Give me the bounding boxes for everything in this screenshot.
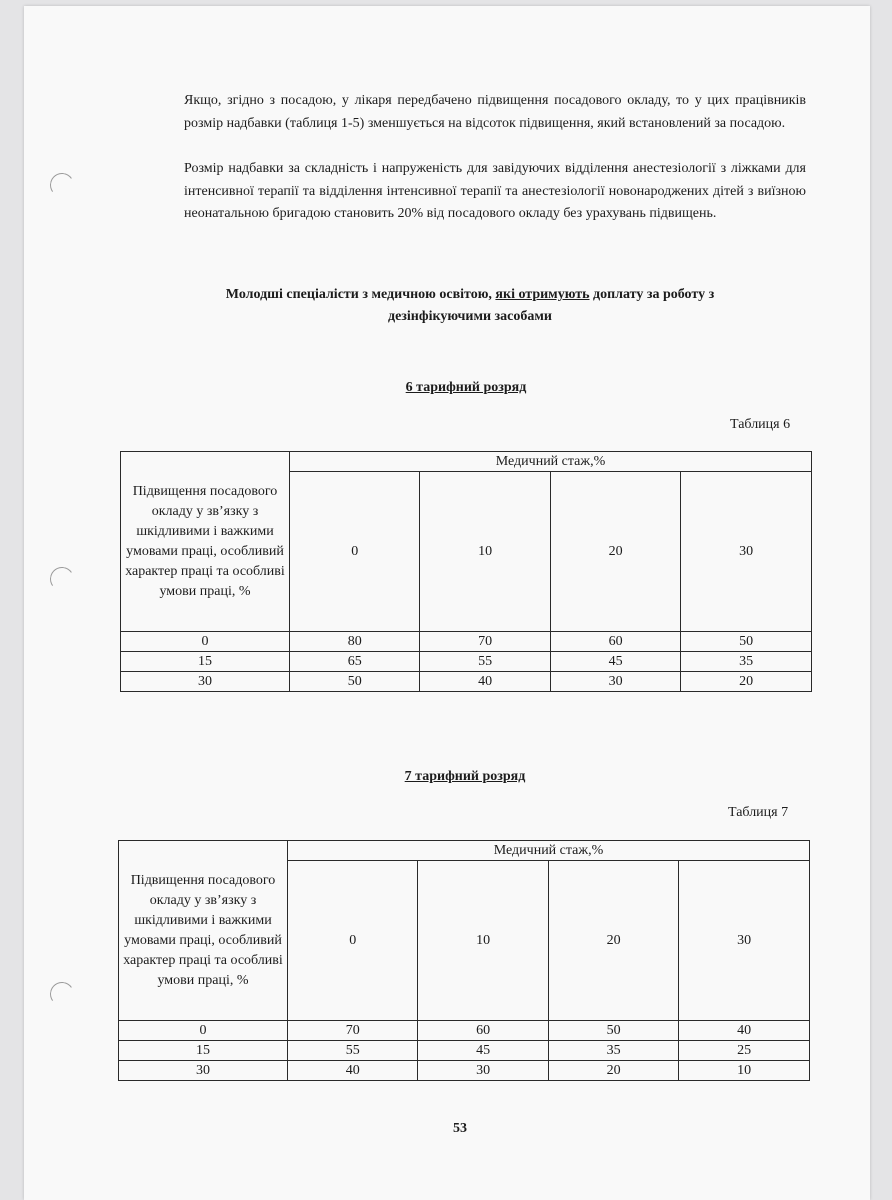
table-cell: 40 xyxy=(288,1061,418,1081)
row-label: 15 xyxy=(119,1041,288,1061)
row-label: 30 xyxy=(119,1061,288,1081)
table-cell: 55 xyxy=(288,1041,418,1061)
table-cell: 35 xyxy=(548,1041,678,1061)
table-cell: 35 xyxy=(681,652,812,672)
row-label: 15 xyxy=(121,652,290,672)
table-row xyxy=(121,652,812,672)
table-grade-7 xyxy=(118,840,810,1081)
row-label: 0 xyxy=(121,632,290,652)
section-heading xyxy=(110,284,830,328)
column-header: 30 xyxy=(679,861,810,1021)
table-cell: 60 xyxy=(418,1021,548,1041)
table-cell: 45 xyxy=(418,1041,548,1061)
row-header-cell: Підвищення посадового окладу у зв’язку з шкідливими і важкими умовами праці, особливий характер праці та особливі умови праці, % xyxy=(121,452,290,632)
table-cell: 70 xyxy=(420,632,550,652)
column-header: 0 xyxy=(290,472,420,632)
table-cell: 45 xyxy=(550,652,680,672)
paragraph-text: Розмір надбавки за складність і напруженість для завідуючих відділення анестезіології з ліжками для інтенсивної терапії та відділення інтенсивної терапії та анестезіології новонароджених дітей з виїзною неонатальною бригадою становить 20% від посадового окладу без урахувань підвищень. xyxy=(184,161,806,221)
table-grade-6 xyxy=(120,451,812,692)
table-row xyxy=(119,1041,810,1061)
heading-line-2: дезінфікуючими засобами xyxy=(388,309,552,324)
column-header: 20 xyxy=(548,861,678,1021)
column-header: 10 xyxy=(418,861,548,1021)
row-label: 30 xyxy=(121,672,290,692)
table-cell: 50 xyxy=(290,672,420,692)
table-cell: 40 xyxy=(679,1021,810,1041)
row-label: 0 xyxy=(119,1021,288,1041)
table-cell: 20 xyxy=(548,1061,678,1081)
table-cell: 65 xyxy=(290,652,420,672)
table-row xyxy=(119,1021,810,1041)
table-cell: 60 xyxy=(550,632,680,652)
table-cell: 20 xyxy=(681,672,812,692)
table-cell: 25 xyxy=(679,1041,810,1061)
table-row xyxy=(119,1061,810,1081)
table-row xyxy=(121,672,812,692)
table-cell: 50 xyxy=(548,1021,678,1041)
paragraph-text: Якщо, згідно з посадою, у лікаря передбачено підвищення посадового окладу, то у цих працівників розмір надбавки (таблиця 1-5) зменшується на відсоток підвищення, який встановлений за посадою. xyxy=(184,93,806,131)
experience-header: Медичний стаж,% xyxy=(290,452,812,472)
table-cell: 70 xyxy=(288,1021,418,1041)
column-header: 0 xyxy=(288,861,418,1021)
table-6-label: Таблиця 6 xyxy=(730,417,791,432)
experience-header: Медичний стаж,% xyxy=(288,841,810,861)
table-cell: 30 xyxy=(550,672,680,692)
paragraph-complexity-bonus xyxy=(128,158,806,226)
table-cell: 50 xyxy=(681,632,812,652)
column-header: 10 xyxy=(420,472,550,632)
table-7-label: Таблиця 7 xyxy=(728,805,789,820)
column-header: 20 xyxy=(550,472,680,632)
table-cell: 10 xyxy=(679,1061,810,1081)
heading-line-1: Молодші спеціалісти з медичною освітою, які отримують доплату за роботу з xyxy=(225,287,715,302)
table-cell: 55 xyxy=(420,652,550,672)
table-cell: 40 xyxy=(420,672,550,692)
table-cell: 80 xyxy=(290,632,420,652)
column-header: 30 xyxy=(681,472,812,632)
page-number: 53 xyxy=(453,1121,467,1136)
table-row xyxy=(121,632,812,652)
grade-6-subheading: 6 тарифний розряд xyxy=(405,380,527,395)
row-header-cell: Підвищення посадового окладу у зв’язку з шкідливими і важкими умовами праці, особливий характер праці та особливі умови праці, % xyxy=(119,841,288,1021)
table-cell: 30 xyxy=(418,1061,548,1081)
grade-7-subheading: 7 тарифний розряд xyxy=(404,769,526,784)
paragraph-salary-increase xyxy=(128,90,806,135)
